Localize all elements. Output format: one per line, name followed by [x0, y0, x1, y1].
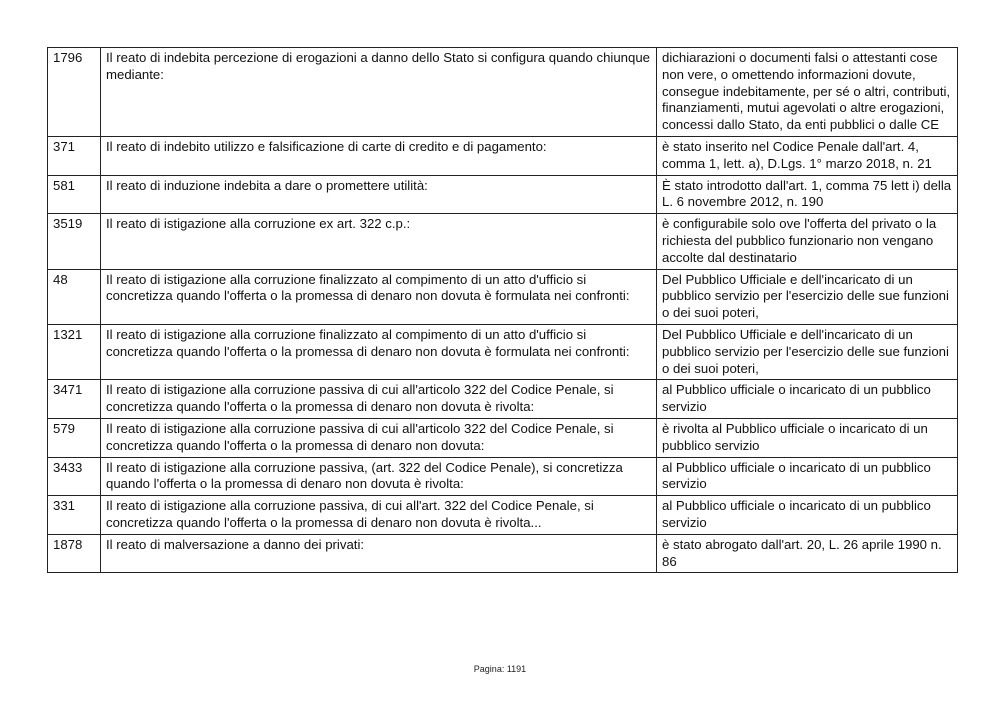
table-row	[48, 175, 958, 214]
questions-table-body	[48, 48, 958, 573]
answer-text: è rivolta al Pubblico ufficiale o incaricato di un pubblico servizio	[657, 418, 958, 457]
question-id: 371	[48, 136, 101, 175]
table-row	[48, 214, 958, 269]
question-id: 331	[48, 496, 101, 535]
answer-text: È stato introdotto dall'art. 1, comma 75 lett i) della L. 6 novembre 2012, n. 190	[657, 175, 958, 214]
question-id: 48	[48, 269, 101, 324]
question-id: 3433	[48, 457, 101, 496]
answer-text: è stato abrogato dall'art. 20, L. 26 aprile 1990 n. 86	[657, 534, 958, 573]
table-row	[48, 496, 958, 535]
question-text: Il reato di istigazione alla corruzione ex art. 322 c.p.:	[101, 214, 657, 269]
question-text: Il reato di indebita percezione di erogazioni a danno dello Stato si configura quando chiunque mediante:	[101, 48, 657, 137]
questions-table	[47, 47, 958, 573]
answer-text: dichiarazioni o documenti falsi o attestanti cose non vere, o omettendo informazioni dovute, consegue indebitamente, per sé o altri, contributi, finanziamenti, mutui agevolati o altre erogazioni, concessi dallo Stato, da enti pubblici o dalle CE	[657, 48, 958, 137]
question-id: 579	[48, 418, 101, 457]
question-text: Il reato di indebito utilizzo e falsificazione di carte di credito e di pagamento:	[101, 136, 657, 175]
table-row	[48, 269, 958, 324]
answer-text: al Pubblico ufficiale o incaricato di un pubblico servizio	[657, 380, 958, 419]
answer-text: Del Pubblico Ufficiale e dell'incaricato di un pubblico servizio per l'esercizio delle sue funzioni o dei suoi poteri,	[657, 324, 958, 379]
question-text: Il reato di istigazione alla corruzione passiva, di cui all'art. 322 del Codice Penale, si concretizza quando l'offerta o la promessa di denaro non dovuta è rivolta...	[101, 496, 657, 535]
question-text: Il reato di istigazione alla corruzione finalizzato al compimento di un atto d'ufficio si concretizza quando l'offerta o la promessa di denaro non dovuta è formulata nei confronti:	[101, 269, 657, 324]
table-row	[48, 136, 958, 175]
table-row	[48, 418, 958, 457]
table-row	[48, 457, 958, 496]
question-text: Il reato di istigazione alla corruzione finalizzato al compimento di un atto d'ufficio si concretizza quando l'offerta o la promessa di denaro non dovuta è formulata nei confronti:	[101, 324, 657, 379]
question-text: Il reato di malversazione a danno dei privati:	[101, 534, 657, 573]
answer-text: al Pubblico ufficiale o incaricato di un pubblico servizio	[657, 457, 958, 496]
table-row	[48, 48, 958, 137]
question-id: 3519	[48, 214, 101, 269]
table-row	[48, 380, 958, 419]
answer-text: è configurabile solo ove l'offerta del privato o la richiesta del pubblico funzionario non vengano accolte dal destinatario	[657, 214, 958, 269]
answer-text: è stato inserito nel Codice Penale dall'art. 4, comma 1, lett. a), D.Lgs. 1° marzo 2018, n. 21	[657, 136, 958, 175]
question-text: Il reato di istigazione alla corruzione passiva di cui all'articolo 322 del Codice Penale, si concretizza quando l'offerta o la promessa di denaro non dovuta:	[101, 418, 657, 457]
question-id: 1796	[48, 48, 101, 137]
question-text: Il reato di induzione indebita a dare o promettere utilità:	[101, 175, 657, 214]
question-id: 581	[48, 175, 101, 214]
page-number: Pagina: 1191	[473, 664, 527, 674]
question-id: 1878	[48, 534, 101, 573]
question-text: Il reato di istigazione alla corruzione passiva, (art. 322 del Codice Penale), si concretizza quando l'offerta o la promessa di denaro non dovuta è rivolta:	[101, 457, 657, 496]
question-id: 3471	[48, 380, 101, 419]
table-row	[48, 534, 958, 573]
question-id: 1321	[48, 324, 101, 379]
table-row	[48, 324, 958, 379]
answer-text: Del Pubblico Ufficiale e dell'incaricato di un pubblico servizio per l'esercizio delle sue funzioni o dei suoi poteri,	[657, 269, 958, 324]
answer-text: al Pubblico ufficiale o incaricato di un pubblico servizio	[657, 496, 958, 535]
question-text: Il reato di istigazione alla corruzione passiva di cui all'articolo 322 del Codice Penale, si concretizza quando l'offerta o la promessa di denaro non dovuta è rivolta:	[101, 380, 657, 419]
